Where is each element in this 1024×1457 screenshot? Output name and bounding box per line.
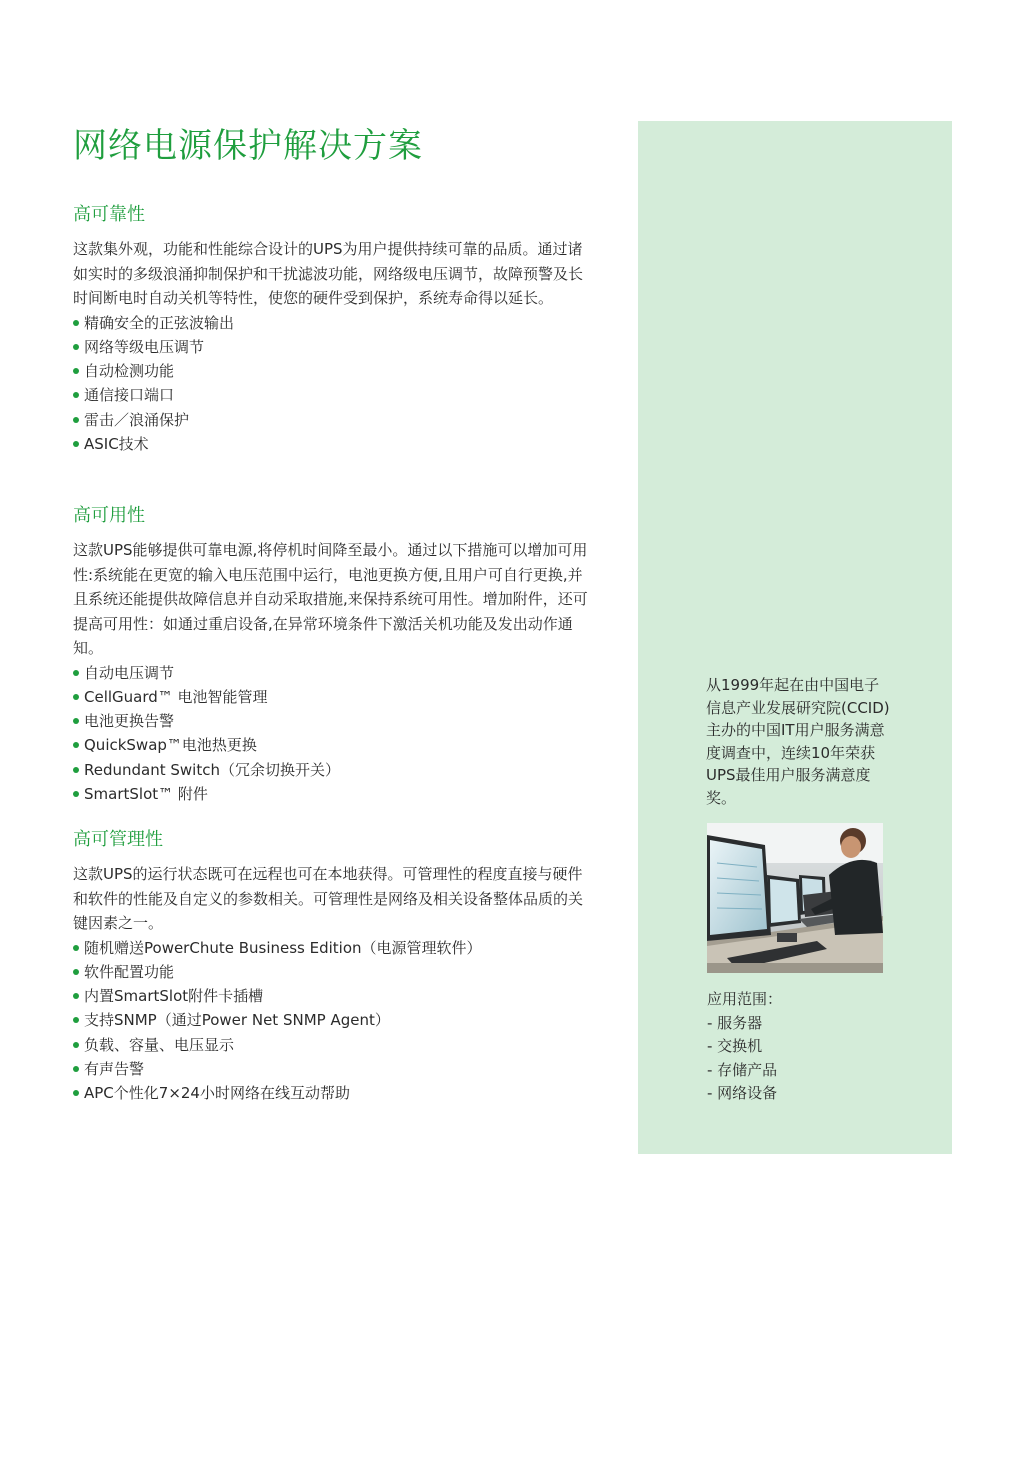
bullet-icon <box>73 320 79 326</box>
bullet-icon <box>73 1066 79 1072</box>
bullet-icon <box>73 742 79 748</box>
list-item: 网络等级电压调节 <box>73 335 593 359</box>
list-item: 软件配置功能 <box>73 960 593 984</box>
list-item: - 服务器 <box>707 1013 763 1032</box>
list-item: SmartSlot™ 附件 <box>73 782 593 806</box>
section-paragraph: 这款UPS的运行状态既可在远程也可在本地获得。可管理性的程度直接与硬件和软件的性能及自定义的参数相关。可管理性是网络及相关设备整体品质的关键因素之一。 <box>73 865 584 932</box>
list-item: 内置SmartSlot附件卡插槽 <box>73 984 593 1008</box>
section-reliability <box>73 203 593 456</box>
bullet-icon <box>73 670 79 676</box>
page-title: 网络电源保护解决方案 <box>73 126 423 166</box>
bullet-icon <box>73 718 79 724</box>
list-item: 通信接口端口 <box>73 383 593 407</box>
bullet-icon <box>73 993 79 999</box>
bullet-icon <box>73 767 79 773</box>
office-photo <box>707 823 883 973</box>
bullet-icon <box>73 344 79 350</box>
list-item: ASIC技术 <box>73 432 593 456</box>
feature-list <box>73 311 593 457</box>
section-heading: 高可靠性 <box>73 204 145 225</box>
list-item: APC个性化7×24小时网络在线互动帮助 <box>73 1081 593 1105</box>
bullet-icon <box>73 417 79 423</box>
list-item: QuickSwap™电池热更换 <box>73 733 593 757</box>
list-item: 负载、容量、电压显示 <box>73 1033 593 1057</box>
list-item: CellGuard™ 电池智能管理 <box>73 685 593 709</box>
bullet-icon <box>73 1042 79 1048</box>
list-item: 随机赠送PowerChute Business Edition（电源管理软件） <box>73 936 593 960</box>
list-item: - 存储产品 <box>707 1060 778 1079</box>
section-paragraph: 这款集外观，功能和性能综合设计的UPS为用户提供持续可靠的品质。通过诸如实时的多级浪涌抑制保护和干扰滤波功能，网络级电压调节，故障预警及长时间断电时自动关机等特性，使您的硬件受到保护，系统寿命得以延长。 <box>73 240 584 307</box>
section-heading: 高可管理性 <box>73 829 163 850</box>
section-manageability <box>73 828 593 1106</box>
list-item: - 交换机 <box>707 1037 763 1055</box>
list-item: 雷击／浪涌保护 <box>73 408 593 432</box>
bullet-icon <box>73 694 79 700</box>
application-scope <box>707 988 782 1106</box>
list-item: 有声告警 <box>73 1057 593 1081</box>
section-paragraph: 这款UPS能够提供可靠电源,将停机时间降至最小。通过以下措施可以增加可用性:系统能在更宽的输入电压范围中运行，电池更换方便,且用户可自行更换,并且系统还能提供故障信息并自动采取措施,来保持系统可用性。增加附件，还可提高可用性：如通过重启设备,在异常环境条件下激活关机功能及发出动作通知。 <box>73 541 588 657</box>
bullet-icon <box>73 969 79 975</box>
section-availability <box>73 504 593 806</box>
bullet-icon <box>73 368 79 374</box>
bullet-icon <box>73 392 79 398</box>
feature-list <box>73 936 593 1106</box>
scope-label: 应用范围： <box>707 990 783 1008</box>
scope-list <box>707 1012 782 1106</box>
bullet-icon <box>73 441 79 447</box>
list-item: 电池更换告警 <box>73 709 593 733</box>
sidebar-panel <box>638 121 952 1154</box>
list-item: 支持SNMP（通过Power Net SNMP Agent） <box>73 1008 593 1032</box>
list-item: - 网络设备 <box>707 1084 778 1102</box>
list-item: 自动电压调节 <box>73 661 593 685</box>
bullet-icon <box>73 1090 79 1096</box>
bullet-icon <box>73 1017 79 1023</box>
list-item: 精确安全的正弦波输出 <box>73 311 593 335</box>
bullet-icon <box>73 791 79 797</box>
section-heading: 高可用性 <box>73 505 145 526</box>
bullet-icon <box>73 945 79 951</box>
award-text: 从1999年起在由中国电子信息产业发展研究院(CCID)主办的中国IT用户服务满意度调查中，连续10年荣获UPS最佳用户服务满意度奖。 <box>706 676 890 807</box>
feature-list <box>73 661 593 807</box>
list-item: 自动检测功能 <box>73 359 593 383</box>
list-item: Redundant Switch（冗余切换开关） <box>73 758 593 782</box>
